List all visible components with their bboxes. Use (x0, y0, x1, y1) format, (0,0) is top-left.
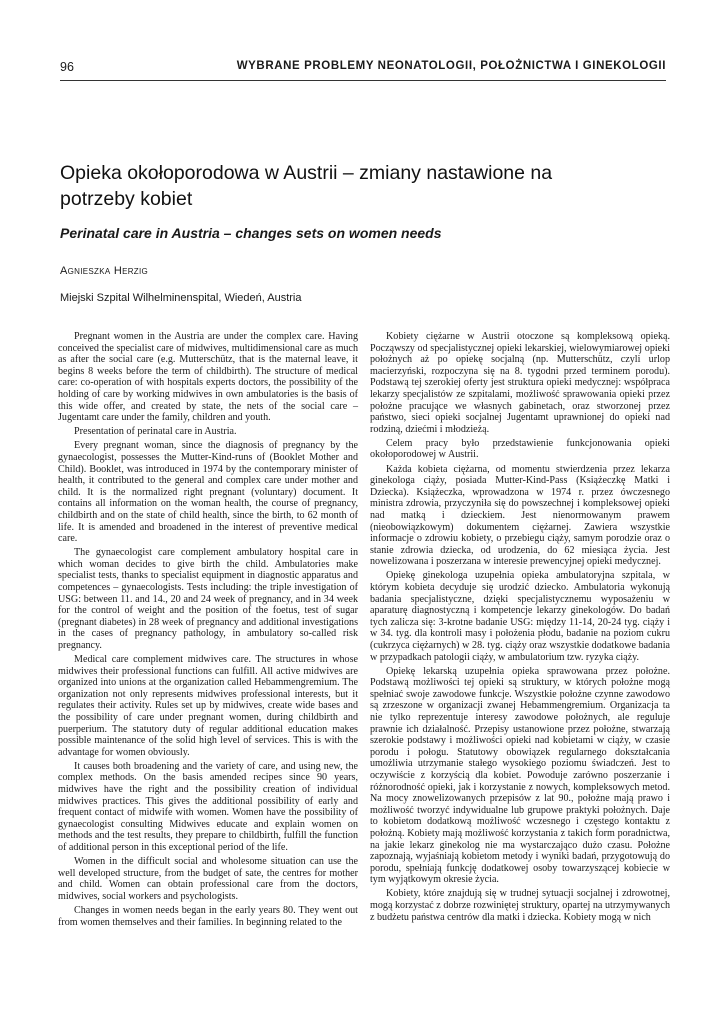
polish-text-column (370, 331, 670, 926)
header-rule (60, 80, 666, 81)
author-affiliation: Miejski Szpital Wilhelminenspital, Wiedeń, Austria (60, 292, 302, 304)
paragraph: Changes in women needs began in the early years 80. They went out from women themselves and their families. In beginning related to the (58, 905, 358, 928)
paragraph: Medical care complement midwives care. The structures in whose midwives their professional functions can fulfill. All active midwives are organized into unions at the organization called Hebammengremium. The organization not only represents midwives professional interests, but it regulates their activity. Rules set up by midwives, create wide bases and the possibility of care under pregnant women, during childbirth and puerperium. The statutory duty of regular additional education makes possible maintenance of the solid high level of services. This is with the advantage for women obviously. (58, 654, 358, 758)
author-name: Agnieszka Herzig (60, 265, 149, 277)
paragraph: Every pregnant woman, since the diagnosis of pregnancy by the gynaecologist, possesses the Mutter-Kind-runs of (Booklet Mother and Child). Booklet, was introduced in 1974 by the contemporary minister of health, it contributed to the general and complex care under mother and child. It is the normalized right pregnant (voluntary) document. It contains all information on the woman health, the course of pregnancy, childbirth and on the state of child health, since the birth, to 62 month of life. It is amended and broadened in the interest of preventive medical care. (58, 440, 358, 545)
paragraph: Opiekę ginekologa uzupełnia opieka ambulatoryjna szpitala, w którym kobieta decyduje się urodzić dziecko. Ambulatoria wykonują badania specjalistyczne, dzięki specjalistycznemu wyposażeniu w aparaturę diagnostyczną i kompetencje lekarzy ginekologów. Do badań tych zalicza się: 3-krotne badanie USG: między 11-14, 20-24 tyg. ciąży i w 34. tyg. dla kontroli masy i położenia płodu, badanie na poziom cukru (cukrzyca ciężarnych) w 28. tyg. ciąży oraz wszystkie dodatkowe badania w przypadkach patologii ciąży, w ambulatorium tzw. ryzyka ciąży. (370, 570, 670, 663)
paragraph: The gynaecologist care complement ambulatory hospital care in which woman decides to give birth the child. Ambulatories make specialist tests, thanks to specialist equipment in diagnostic apparatus and competences – gynaecologists. Tests including: the triple investigation of USG: between 11. and 14., 20 and 24 week of pregnancy, and in 34 week for the control of weight and the position of the foetus, test of sugar (pregnant diabetes) in 28 week of pregnancy and additional investigations in the cases of pregnancy pathology, in ambulatory so-called risk pregnancy. (58, 547, 358, 651)
paragraph: Celem pracy było przedstawienie funkcjonowania opieki okołoporodowej w Austrii. (370, 437, 670, 461)
paragraph: Kobiety, które znajdują się w trudnej sytuacji socjalnej i zdrowotnej, mogą korzystać z dobrze rozwiniętej struktury, opartej na utrzymywanych z budżetu państwa centrów dla matki i dziecka. Kobiety mogą w nich (370, 888, 670, 923)
article-title-polish: Opieka okołoporodowa w Austrii – zmiany nastawione na potrzeby kobiet (60, 162, 553, 210)
paragraph: Kobiety ciężarne w Austrii otoczone są kompleksową opieką. Począwszy od specjalistycznej opieki lekarskiej, wielowymiarowej opieki położnych aż po opiekę socjalną (np. Mutterschütz, czyli urlop macierzyński, rozpoczyna się na 8. tygodni przed terminem porodu). Podstawą tej szerokiej oferty jest struktura opieki medycznej: współpraca lekarzy specjalistów ze szpitalami, możliwość sprawowania opieki przez położne pracujące we własnych gabinetach, oraz stworzonej przez państwo, sieci opieki socjalnej Jugentamt uprawnionej do opieki nad rodziną, dziećmi i młodzieżą. (370, 331, 670, 435)
paragraph: Opiekę lekarską uzupełnia opieka sprawowana przez położne. Podstawą możliwości tej opieki są struktury, w których położne mogą spełniać swoje zawodowe funkcje. Wszystkie położne czynne zawodowo są zrzeszone w organizacji zwanej Hebammengremium. Organizacja ta nie tylko reprezentuje interesy zawodowe położnych, ale reguluje prawnie ich działalność. Przepisy ustanowione przez położne, stwarzają szerokie podstawy i możliwości opieki nad kobietami w ciąży, w czasie porodu i połogu. Statutowy obowiązek regularnego dokształcania umożliwia utrzymanie stałego wysokiego poziomu świadczeń. Jest to oczywiście z korzyścią dla kobiet. Powoduje zarówno poszerzanie i różnorodność opieki, jak i korzystanie z nowych, kompleksowych metod. Na mocy znowelizowanych przepisów z lat 90., położne mają prawo i możliwość tworzyć indywidualne lub grupowe praktyki położnych. Daje to kobietom dodatkową możliwość wczesnego i częstego kontaktu z położną. Kobiety mają możliwość korzystania z takich form poradnictwa, na jakie lekarz ginekolog nie ma wystarczająco dużo czasu. Położne zapoznają, wyjaśniają kobietom metody i wyniki badań, przygotowują do porodu, spełniają funkcję dodatkowej osoby towarzyszącej kobiecie w tym wyjątkowym okresie życia. (370, 665, 670, 886)
article-title-english: Perinatal care in Austria – changes sets on women needs (60, 225, 442, 241)
paragraph: It causes both broadening and the variety of care, and using new, the complex methods. On the basis amended recipes since 90 years, midwives have the right and the possibility creation of individual midwives practices. This gives the additional possibility of early and frequent contact of midwife with women. Women have the possibility of gynaecologist consulting Midwives educate and explain women on methods and the test results, they prepare to childbirth, fulfill the function of additional person in this exceptional period of the life. (58, 760, 358, 854)
page-number: 96 (60, 60, 74, 74)
paragraph: Każda kobieta ciężarna, od momentu stwierdzenia przez lekarza ginekologa ciąży, posiada Mutter-Kind-Pass (Książeczkę Matki i Dziecka). Książeczka, wprowadzona w 1974 r. przez ówczesnego ministra zdrowia, przyczyniła się do powszechnej i kompleksowej opieki nad matką i dzieckiem. Jest nienormowanym prawem (nieobowiązkowym) dokumentem ciężarnej. Zawiera wszystkie informacje o zdrowiu kobiety, o przebiegu ciąży, samym porodzie oraz o stanie zdrowia dziecka, od urodzenia, do 62 miesiąca życia. Jest nowelizowana i poszerzana w interesie prewencyjnej opieki medycznej. (370, 463, 670, 568)
english-text-column (58, 331, 358, 931)
paragraph: Women in the difficult social and wholesome situation can use the well developed structure, from the budget of sate, the centres for mother and child. Women can obtain professional care from the doctors, midwives, social workers and psychologists. (58, 856, 358, 902)
running-header (60, 60, 666, 76)
paragraph: Pregnant women in the Austria are under the complex care. Having conceived the specialist care of midwives, multidimensional care as much as after the social care (e.g. Mutterschütz, that is the maternal leave, it begins 8 weeks before the term of childbirth). The structure of medical care: co-operation of with hospitals experts doctors, the possibility of the holding of care by working midwives in own ambulatories is the basis of this wide offer, and created by state, the nets of the social care – Jugentamt care under the family, children and youth. (58, 331, 358, 424)
running-title: WYBRANE PROBLEMY NEONATOLOGII, POŁOŻNICTWA I GINEKOLOGII (236, 60, 666, 72)
paragraph: Presentation of perinatal care in Austria. (74, 426, 237, 438)
